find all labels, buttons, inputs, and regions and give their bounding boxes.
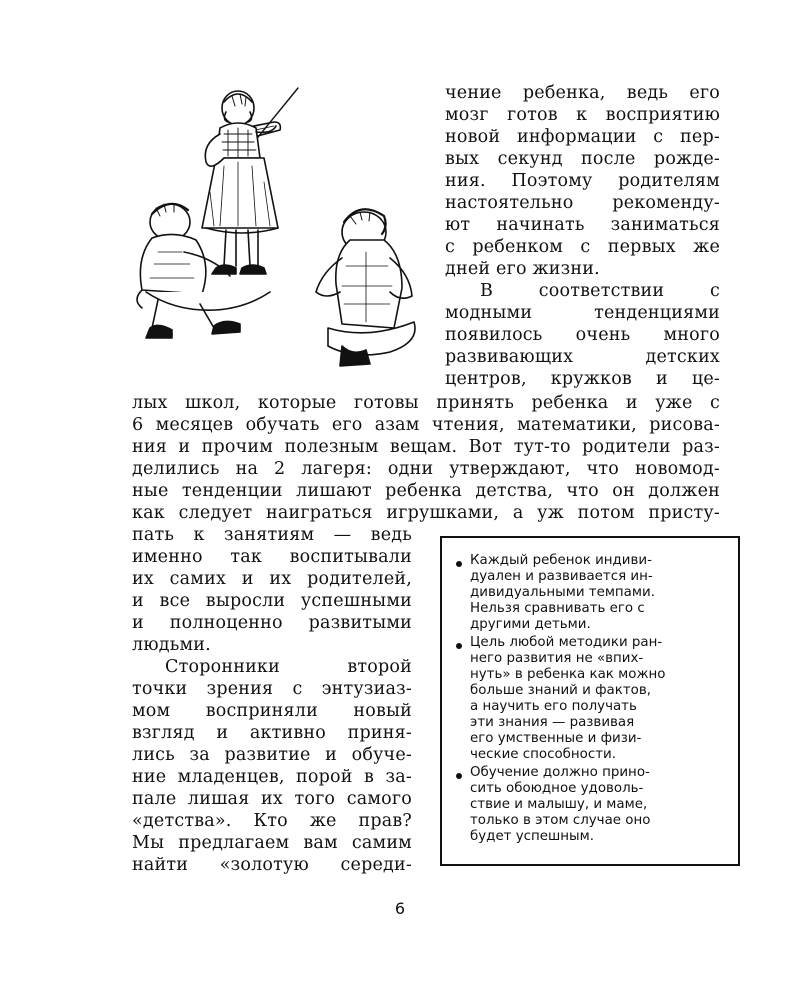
text-line: мозг готов к восприятию	[445, 105, 720, 125]
tip-line: будет успешным.	[470, 829, 594, 844]
tip-line: него развития не «впих-	[470, 651, 644, 666]
text-line: как следует наиграться игрушками, а уж потом присту-	[132, 503, 720, 523]
text-line: В соответствии с	[480, 281, 720, 301]
bullet-icon	[456, 643, 462, 649]
text-line: ния. Поэтому родителям	[445, 171, 720, 191]
text-line: ют начинать заниматься	[445, 215, 720, 235]
tip-line: Каждый ребенок индиви-	[470, 553, 652, 568]
tips-box	[440, 536, 740, 866]
tip-line: дивидуальными темпами.	[470, 585, 655, 600]
text-line: и полноценно развитыми	[132, 613, 412, 633]
text-line: центров, кружков и це-	[445, 369, 720, 389]
text-line: новой информации с пер-	[445, 127, 720, 147]
text-line: и все выросли успешными	[132, 591, 412, 611]
text-line: лых школ, которые готовы принять ребенка и уже с	[132, 393, 720, 413]
bullet-icon	[456, 773, 462, 779]
tip-line: дуален и развивается ин-	[470, 569, 653, 584]
tip-line: больше знаний и фактов,	[470, 683, 651, 698]
text-line: дней его жизни.	[445, 259, 600, 279]
children-violin-illustration	[128, 82, 428, 372]
bullet-icon	[456, 561, 462, 567]
tip-line: Нельзя сравнивать его с	[470, 601, 645, 616]
text-line: делились на 2 лагеря: одни утверждают, что новомод-	[132, 459, 720, 479]
text-line: ния и прочим полезным вещам. Вот тут-то родители раз-	[132, 437, 720, 457]
text-line: чение ребенка, ведь его	[445, 83, 720, 103]
tip-line: только в этом случае оно	[470, 813, 651, 828]
text-line: пале лишая их того самого	[132, 789, 412, 809]
text-line: 6 месяцев обучать его азам чтения, математики, рисова-	[132, 415, 720, 435]
text-line: взгляд и активно приня-	[132, 723, 412, 743]
text-line: появилось очень много	[445, 325, 720, 345]
text-line: с ребенком с первых же	[445, 237, 720, 257]
text-line: «детства». Кто же прав?	[132, 811, 412, 831]
tip-line: эти знания — развивая	[470, 715, 635, 730]
text-line: их самих и их родителей,	[132, 569, 412, 589]
tip-line: а научить его получать	[470, 699, 637, 714]
text-line: Сторонники второй	[165, 657, 412, 677]
text-line: вых секунд после рожде-	[445, 149, 720, 169]
text-line: настоятельно рекоменду-	[445, 193, 720, 213]
tip-line: ствие и малышу, и маме,	[470, 797, 648, 812]
tip-line: нуть» в ребенка как можно	[470, 667, 666, 682]
text-line: точки зрения с энтузиаз-	[132, 679, 412, 699]
text-line: ние младенцев, порой в за-	[132, 767, 412, 787]
text-line: развивающих детских	[445, 347, 720, 367]
page-number: 6	[394, 899, 406, 918]
text-line: ные тенденции лишают ребенка детства, что он должен	[132, 481, 720, 501]
tip-line: сить обоюдное удоволь-	[470, 781, 644, 796]
girl-with-violin-figure	[202, 88, 298, 274]
tip-line: другими детьми.	[470, 617, 591, 632]
tip-line: Обучение должно прино-	[470, 765, 650, 780]
text-line: мом восприняли новый	[132, 701, 412, 721]
right-sitting-boy-figure	[316, 209, 415, 366]
tip-line: Цель любой методики ран-	[470, 635, 663, 650]
text-line: пать к занятиям — ведь	[132, 525, 412, 545]
text-line: людьми.	[132, 635, 211, 655]
text-line: найти «золотую середи-	[132, 855, 412, 875]
tip-line: ческие способности.	[470, 747, 616, 762]
text-line: именно так воспитывали	[132, 547, 412, 567]
text-line: лись за развитие и обуче-	[132, 745, 412, 765]
tip-line: его умственные и физи-	[470, 731, 642, 746]
text-line: модными тенденциями	[445, 303, 720, 323]
text-line: Мы предлагаем вам самим	[132, 833, 412, 853]
